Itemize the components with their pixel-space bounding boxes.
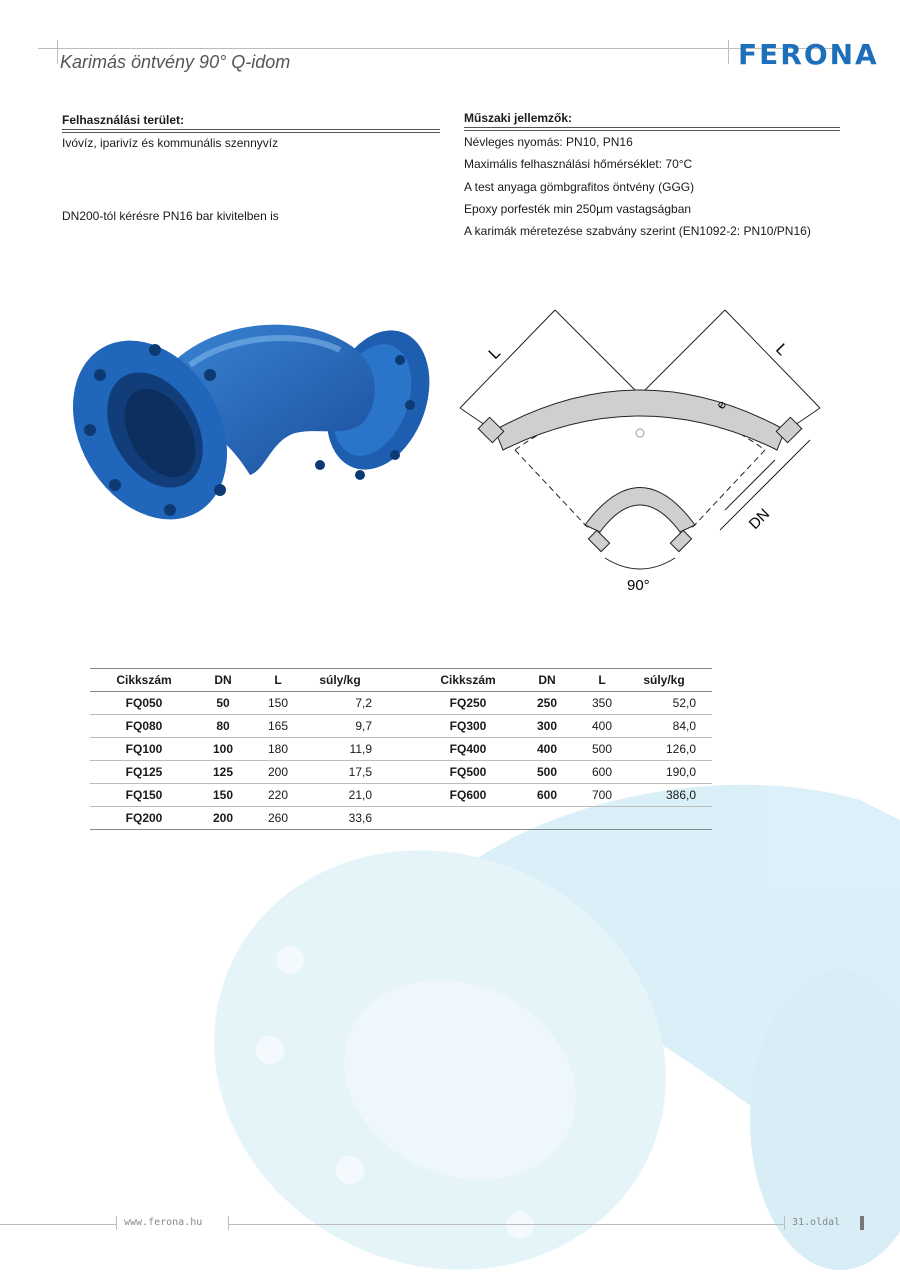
- dim-label-e: e: [712, 397, 730, 412]
- col-header: DN: [198, 669, 248, 692]
- usage-heading: Felhasználási terület:: [62, 113, 185, 127]
- footer-marker: [860, 1216, 864, 1230]
- cell-dn: 400: [522, 738, 572, 761]
- footer-rule: [0, 1224, 116, 1225]
- cell-l: 600: [572, 761, 632, 784]
- cell-l: 500: [572, 738, 632, 761]
- footer-tick: [784, 1216, 785, 1230]
- cell-l: 350: [572, 692, 632, 715]
- cell-code: FQ050: [90, 692, 198, 715]
- spec-item: A karimák méretezése szabvány szerint (EN1092-2: PN10/PN16): [464, 224, 811, 238]
- cell-code: FQ125: [90, 761, 198, 784]
- page-number: 31.oldal: [792, 1217, 841, 1228]
- cell-code: FQ500: [414, 761, 522, 784]
- cell-dn: 150: [198, 784, 248, 807]
- footer-rule: [228, 1224, 784, 1225]
- cell-code: FQ600: [414, 784, 522, 807]
- cell-weight: 9,7: [308, 715, 388, 738]
- cell-l: 700: [572, 784, 632, 807]
- cell-weight: 11,9: [308, 738, 388, 761]
- table-row: [90, 715, 712, 738]
- col-header: DN: [522, 669, 572, 692]
- usage-line: DN200-tól kérésre PN16 bar kivitelben is: [62, 209, 279, 223]
- cell-dn: 100: [198, 738, 248, 761]
- page-title: Karimás öntvény 90° Q-idom: [60, 52, 291, 72]
- logo-text: FERONA: [738, 38, 879, 71]
- cell-code: FQ300: [414, 715, 522, 738]
- cell-weight: 52,0: [632, 692, 712, 715]
- cell-l: 150: [248, 692, 308, 715]
- dim-label-angle: 90°: [627, 577, 650, 594]
- usage-line: Ivóvíz, iparivíz és kommunális szennyvíz: [62, 136, 279, 150]
- cell-weight: 21,0: [308, 784, 388, 807]
- ferona-logo: [738, 38, 879, 71]
- spec-item: A test anyaga gömbgrafitos öntvény (GGG): [464, 180, 695, 194]
- footer-tick: [228, 1216, 229, 1230]
- cell-code: FQ080: [90, 715, 198, 738]
- cell-code: FQ200: [90, 807, 198, 830]
- footer-website[interactable]: www.ferona.hu: [124, 1217, 203, 1228]
- cell-l: 180: [248, 738, 308, 761]
- col-header: L: [248, 669, 308, 692]
- cell-weight: 7,2: [308, 692, 388, 715]
- cell-l: 165: [248, 715, 308, 738]
- cell-dn: 600: [522, 784, 572, 807]
- dim-label-L: L: [772, 340, 791, 360]
- product-photo: [60, 305, 440, 525]
- cell-code: FQ250: [414, 692, 522, 715]
- spec-item: Epoxy porfesték min 250µm vastagságban: [464, 202, 692, 216]
- cell-l: 260: [248, 807, 308, 830]
- cell-dn: 125: [198, 761, 248, 784]
- cell-weight: 17,5: [308, 761, 388, 784]
- cell-dn: 500: [522, 761, 572, 784]
- footer-tick: [116, 1216, 117, 1230]
- dim-label-L: L: [485, 344, 505, 363]
- cell-weight: 84,0: [632, 715, 712, 738]
- col-header: Cikkszám: [90, 669, 198, 692]
- table-row: [90, 784, 712, 807]
- header-tick: [728, 40, 729, 64]
- table-row: [90, 692, 712, 715]
- cell-dn: 80: [198, 715, 248, 738]
- specs-rule: [464, 130, 840, 131]
- cell-weight: 386,0: [632, 784, 712, 807]
- cell-dn: 200: [198, 807, 248, 830]
- dim-label-dn: DN: [745, 505, 774, 533]
- cell-l: 200: [248, 761, 308, 784]
- cell-weight: 33,6: [308, 807, 388, 830]
- cell-dn: 300: [522, 715, 572, 738]
- usage-rule: [62, 129, 440, 130]
- cell-code: FQ400: [414, 738, 522, 761]
- cell-code: FQ100: [90, 738, 198, 761]
- table-row: [90, 738, 712, 761]
- table-header-row: [90, 669, 712, 692]
- spec-item: Maximális felhasználási hőmérséklet: 70°C: [464, 157, 693, 171]
- header-tick: [57, 40, 58, 64]
- col-header: L: [572, 669, 632, 692]
- cell-weight: 190,0: [632, 761, 712, 784]
- table-row: [90, 807, 712, 830]
- col-header: súly/kg: [308, 669, 388, 692]
- col-header: Cikkszám: [414, 669, 522, 692]
- table-row: [90, 761, 712, 784]
- cell-l: 220: [248, 784, 308, 807]
- spec-item: Névleges nyomás: PN10, PN16: [464, 135, 633, 149]
- usage-rule: [62, 132, 440, 133]
- col-header: súly/kg: [632, 669, 712, 692]
- cell-code: FQ150: [90, 784, 198, 807]
- cell-dn: 250: [522, 692, 572, 715]
- technical-drawing: [455, 300, 835, 600]
- cell-dn: 50: [198, 692, 248, 715]
- cell-l: 400: [572, 715, 632, 738]
- specs-rule: [464, 127, 840, 128]
- spec-table: [90, 668, 712, 830]
- cell-weight: 126,0: [632, 738, 712, 761]
- header-rule: [38, 48, 838, 49]
- specs-heading: Műszaki jellemzők:: [464, 111, 573, 125]
